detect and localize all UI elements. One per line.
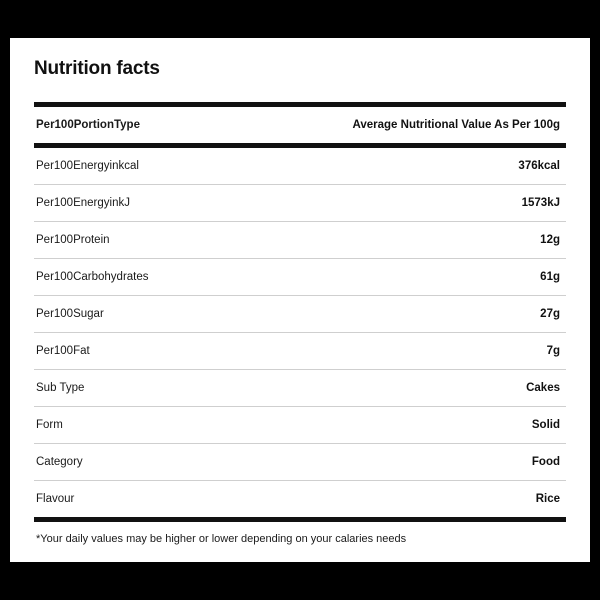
row-value: Food (531, 456, 560, 468)
row-value: 7g (546, 345, 560, 357)
table-row (34, 296, 566, 332)
table-row (34, 333, 566, 369)
table-row (34, 481, 566, 517)
table-row (34, 444, 566, 480)
table-header-label: Per100PortionType (36, 119, 140, 131)
row-label: Form (36, 419, 63, 431)
nutrition-facts-panel (10, 38, 590, 562)
nutrition-facts-content (34, 58, 566, 562)
page-title: Nutrition facts (34, 58, 160, 79)
row-label: Category (36, 456, 83, 468)
row-value: Solid (531, 419, 560, 431)
row-label: Per100Protein (36, 234, 110, 246)
row-label: Per100Energyinkcal (36, 160, 139, 172)
row-value: Rice (535, 493, 560, 505)
row-value: 61g (540, 271, 560, 283)
table-row (34, 222, 566, 258)
row-value: Cakes (526, 382, 560, 394)
row-value: 12g (540, 234, 560, 246)
footnote: *Your daily values may be higher or lower depending on your calaries needs (36, 533, 407, 545)
row-label: Flavour (36, 493, 75, 505)
row-label: Sub Type (36, 382, 85, 394)
row-value: 1573kJ (521, 197, 560, 209)
nutrition-rows (34, 148, 566, 517)
table-header-value: Average Nutritional Value As Per 100g (352, 119, 560, 131)
row-value: 27g (540, 308, 560, 320)
row-label: Per100Sugar (36, 308, 104, 320)
table-row (34, 185, 566, 221)
table-row (34, 259, 566, 295)
table-row (34, 148, 566, 184)
row-label: Per100EnergyinkJ (36, 197, 130, 209)
row-value: 376kcal (518, 160, 560, 172)
row-label: Per100Carbohydrates (36, 271, 149, 283)
table-row (34, 407, 566, 443)
table-row (34, 370, 566, 406)
row-label: Per100Fat (36, 345, 90, 357)
table-header-row (34, 107, 566, 143)
